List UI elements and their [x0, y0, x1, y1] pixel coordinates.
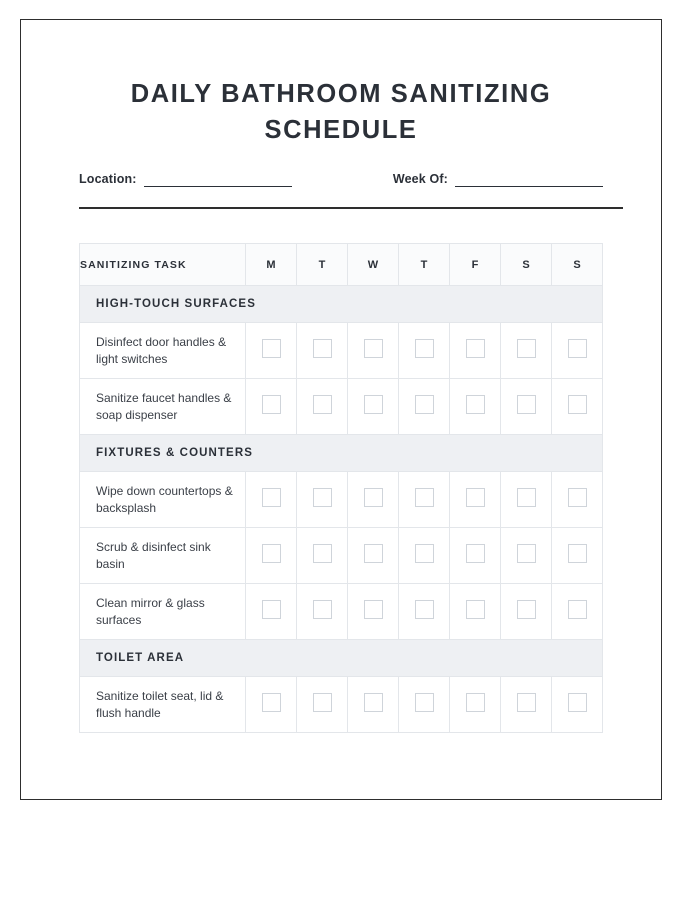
column-header-day-4: F — [450, 244, 501, 286]
checkbox-icon[interactable] — [466, 544, 485, 563]
table-row — [80, 323, 603, 379]
week-of-field — [393, 172, 603, 187]
table-row — [80, 472, 603, 528]
checkbox-icon[interactable] — [364, 488, 383, 507]
checkbox-icon[interactable] — [568, 339, 587, 358]
checkbox-cell[interactable] — [348, 379, 399, 435]
checkbox-icon[interactable] — [262, 544, 281, 563]
checkbox-icon[interactable] — [262, 395, 281, 414]
checkbox-icon[interactable] — [262, 488, 281, 507]
checkbox-icon[interactable] — [313, 339, 332, 358]
checkbox-icon[interactable] — [415, 600, 434, 619]
task-label: Scrub & disinfect sink basin — [80, 528, 246, 584]
checkbox-cell[interactable] — [348, 472, 399, 528]
table-body — [80, 286, 603, 733]
table-header-row — [80, 244, 603, 286]
week-of-input[interactable] — [455, 173, 603, 187]
checkbox-cell[interactable] — [246, 472, 297, 528]
section-header-label: HIGH-TOUCH SURFACES — [80, 286, 603, 323]
checkbox-icon[interactable] — [466, 395, 485, 414]
task-label: Wipe down countertops & backsplash — [80, 472, 246, 528]
checkbox-cell[interactable] — [399, 677, 450, 733]
column-header-task: SANITIZING TASK — [80, 244, 246, 286]
checkbox-cell[interactable] — [450, 677, 501, 733]
checkbox-icon[interactable] — [364, 544, 383, 563]
checkbox-icon[interactable] — [313, 600, 332, 619]
location-label: Location: — [79, 172, 137, 186]
checkbox-cell[interactable] — [297, 677, 348, 733]
checkbox-cell[interactable] — [552, 472, 603, 528]
checkbox-cell[interactable] — [552, 379, 603, 435]
section-header-label: FIXTURES & COUNTERS — [80, 435, 603, 472]
location-input[interactable] — [144, 173, 292, 187]
checkbox-cell[interactable] — [501, 323, 552, 379]
checkbox-icon[interactable] — [517, 395, 536, 414]
checkbox-cell[interactable] — [348, 584, 399, 640]
column-header-day-2: W — [348, 244, 399, 286]
checkbox-icon[interactable] — [415, 395, 434, 414]
checkbox-cell[interactable] — [450, 379, 501, 435]
checkbox-cell[interactable] — [348, 323, 399, 379]
checkbox-cell[interactable] — [297, 584, 348, 640]
column-header-day-1: T — [297, 244, 348, 286]
checkbox-cell[interactable] — [501, 677, 552, 733]
checkbox-cell[interactable] — [501, 472, 552, 528]
section-header-row — [80, 286, 603, 323]
page-title: DAILY BATHROOM SANITIZING SCHEDULE — [130, 80, 552, 144]
column-header-day-5: S — [501, 244, 552, 286]
checkbox-cell[interactable] — [399, 584, 450, 640]
task-label: Sanitize faucet handles & soap dispenser — [80, 379, 246, 435]
checkbox-icon[interactable] — [364, 600, 383, 619]
checkbox-icon[interactable] — [415, 488, 434, 507]
checkbox-icon[interactable] — [568, 600, 587, 619]
checkbox-cell[interactable] — [348, 528, 399, 584]
table-row — [80, 528, 603, 584]
document-page — [20, 19, 662, 800]
checkbox-cell[interactable] — [450, 528, 501, 584]
checkbox-icon[interactable] — [364, 339, 383, 358]
checkbox-cell[interactable] — [399, 323, 450, 379]
checkbox-icon[interactable] — [313, 395, 332, 414]
section-header-row — [80, 640, 603, 677]
checkbox-cell[interactable] — [552, 677, 603, 733]
checkbox-cell[interactable] — [399, 528, 450, 584]
checkbox-icon[interactable] — [364, 693, 383, 712]
checkbox-icon[interactable] — [262, 600, 281, 619]
checkbox-icon[interactable] — [364, 395, 383, 414]
column-header-day-6: S — [552, 244, 603, 286]
table-row — [80, 584, 603, 640]
task-label: Sanitize toilet seat, lid & flush handle — [80, 677, 246, 733]
checkbox-icon[interactable] — [466, 600, 485, 619]
checkbox-cell[interactable] — [297, 528, 348, 584]
task-label: Disinfect door handles & light switches — [80, 323, 246, 379]
checkbox-icon[interactable] — [415, 544, 434, 563]
table-row — [80, 379, 603, 435]
checkbox-icon[interactable] — [517, 693, 536, 712]
checkbox-cell[interactable] — [399, 379, 450, 435]
checkbox-icon[interactable] — [517, 488, 536, 507]
checkbox-icon[interactable] — [568, 488, 587, 507]
checkbox-cell[interactable] — [552, 528, 603, 584]
checkbox-icon[interactable] — [262, 339, 281, 358]
checkbox-cell[interactable] — [501, 379, 552, 435]
week-of-label: Week Of: — [392, 172, 448, 186]
checkbox-icon[interactable] — [568, 544, 587, 563]
checkbox-icon[interactable] — [313, 544, 332, 563]
checkbox-cell[interactable] — [552, 584, 603, 640]
section-header-row — [80, 435, 603, 472]
section-header-label: TOILET AREA — [80, 640, 603, 677]
checkbox-icon[interactable] — [262, 693, 281, 712]
schedule-table-wrapper — [79, 243, 621, 733]
checkbox-icon[interactable] — [568, 395, 587, 414]
checkbox-cell[interactable] — [450, 472, 501, 528]
header-divider — [79, 207, 623, 209]
checkbox-cell[interactable] — [399, 472, 450, 528]
checkbox-icon[interactable] — [313, 488, 332, 507]
checkbox-cell[interactable] — [246, 323, 297, 379]
checkbox-cell[interactable] — [246, 528, 297, 584]
checkbox-cell[interactable] — [246, 677, 297, 733]
checkbox-icon[interactable] — [568, 693, 587, 712]
meta-fields-row — [21, 172, 661, 187]
checkbox-cell[interactable] — [297, 379, 348, 435]
checkbox-cell[interactable] — [246, 584, 297, 640]
checkbox-icon[interactable] — [517, 600, 536, 619]
checkbox-icon[interactable] — [313, 693, 332, 712]
checkbox-cell[interactable] — [450, 584, 501, 640]
table-row — [80, 677, 603, 733]
checkbox-cell[interactable] — [348, 677, 399, 733]
checkbox-icon[interactable] — [415, 339, 434, 358]
checkbox-cell[interactable] — [501, 584, 552, 640]
checkbox-cell[interactable] — [246, 379, 297, 435]
checkbox-icon[interactable] — [517, 544, 536, 563]
checkbox-cell[interactable] — [450, 323, 501, 379]
checkbox-cell[interactable] — [552, 323, 603, 379]
table-head — [80, 244, 603, 286]
location-field — [79, 172, 292, 187]
checkbox-icon[interactable] — [415, 693, 434, 712]
checkbox-cell[interactable] — [501, 528, 552, 584]
column-header-day-0: M — [246, 244, 297, 286]
checkbox-icon[interactable] — [466, 693, 485, 712]
schedule-table — [79, 243, 603, 733]
checkbox-cell[interactable] — [297, 472, 348, 528]
checkbox-icon[interactable] — [466, 339, 485, 358]
column-header-day-3: T — [399, 244, 450, 286]
task-label: Clean mirror & glass surfaces — [80, 584, 246, 640]
checkbox-cell[interactable] — [297, 323, 348, 379]
checkbox-icon[interactable] — [517, 339, 536, 358]
checkbox-icon[interactable] — [466, 488, 485, 507]
